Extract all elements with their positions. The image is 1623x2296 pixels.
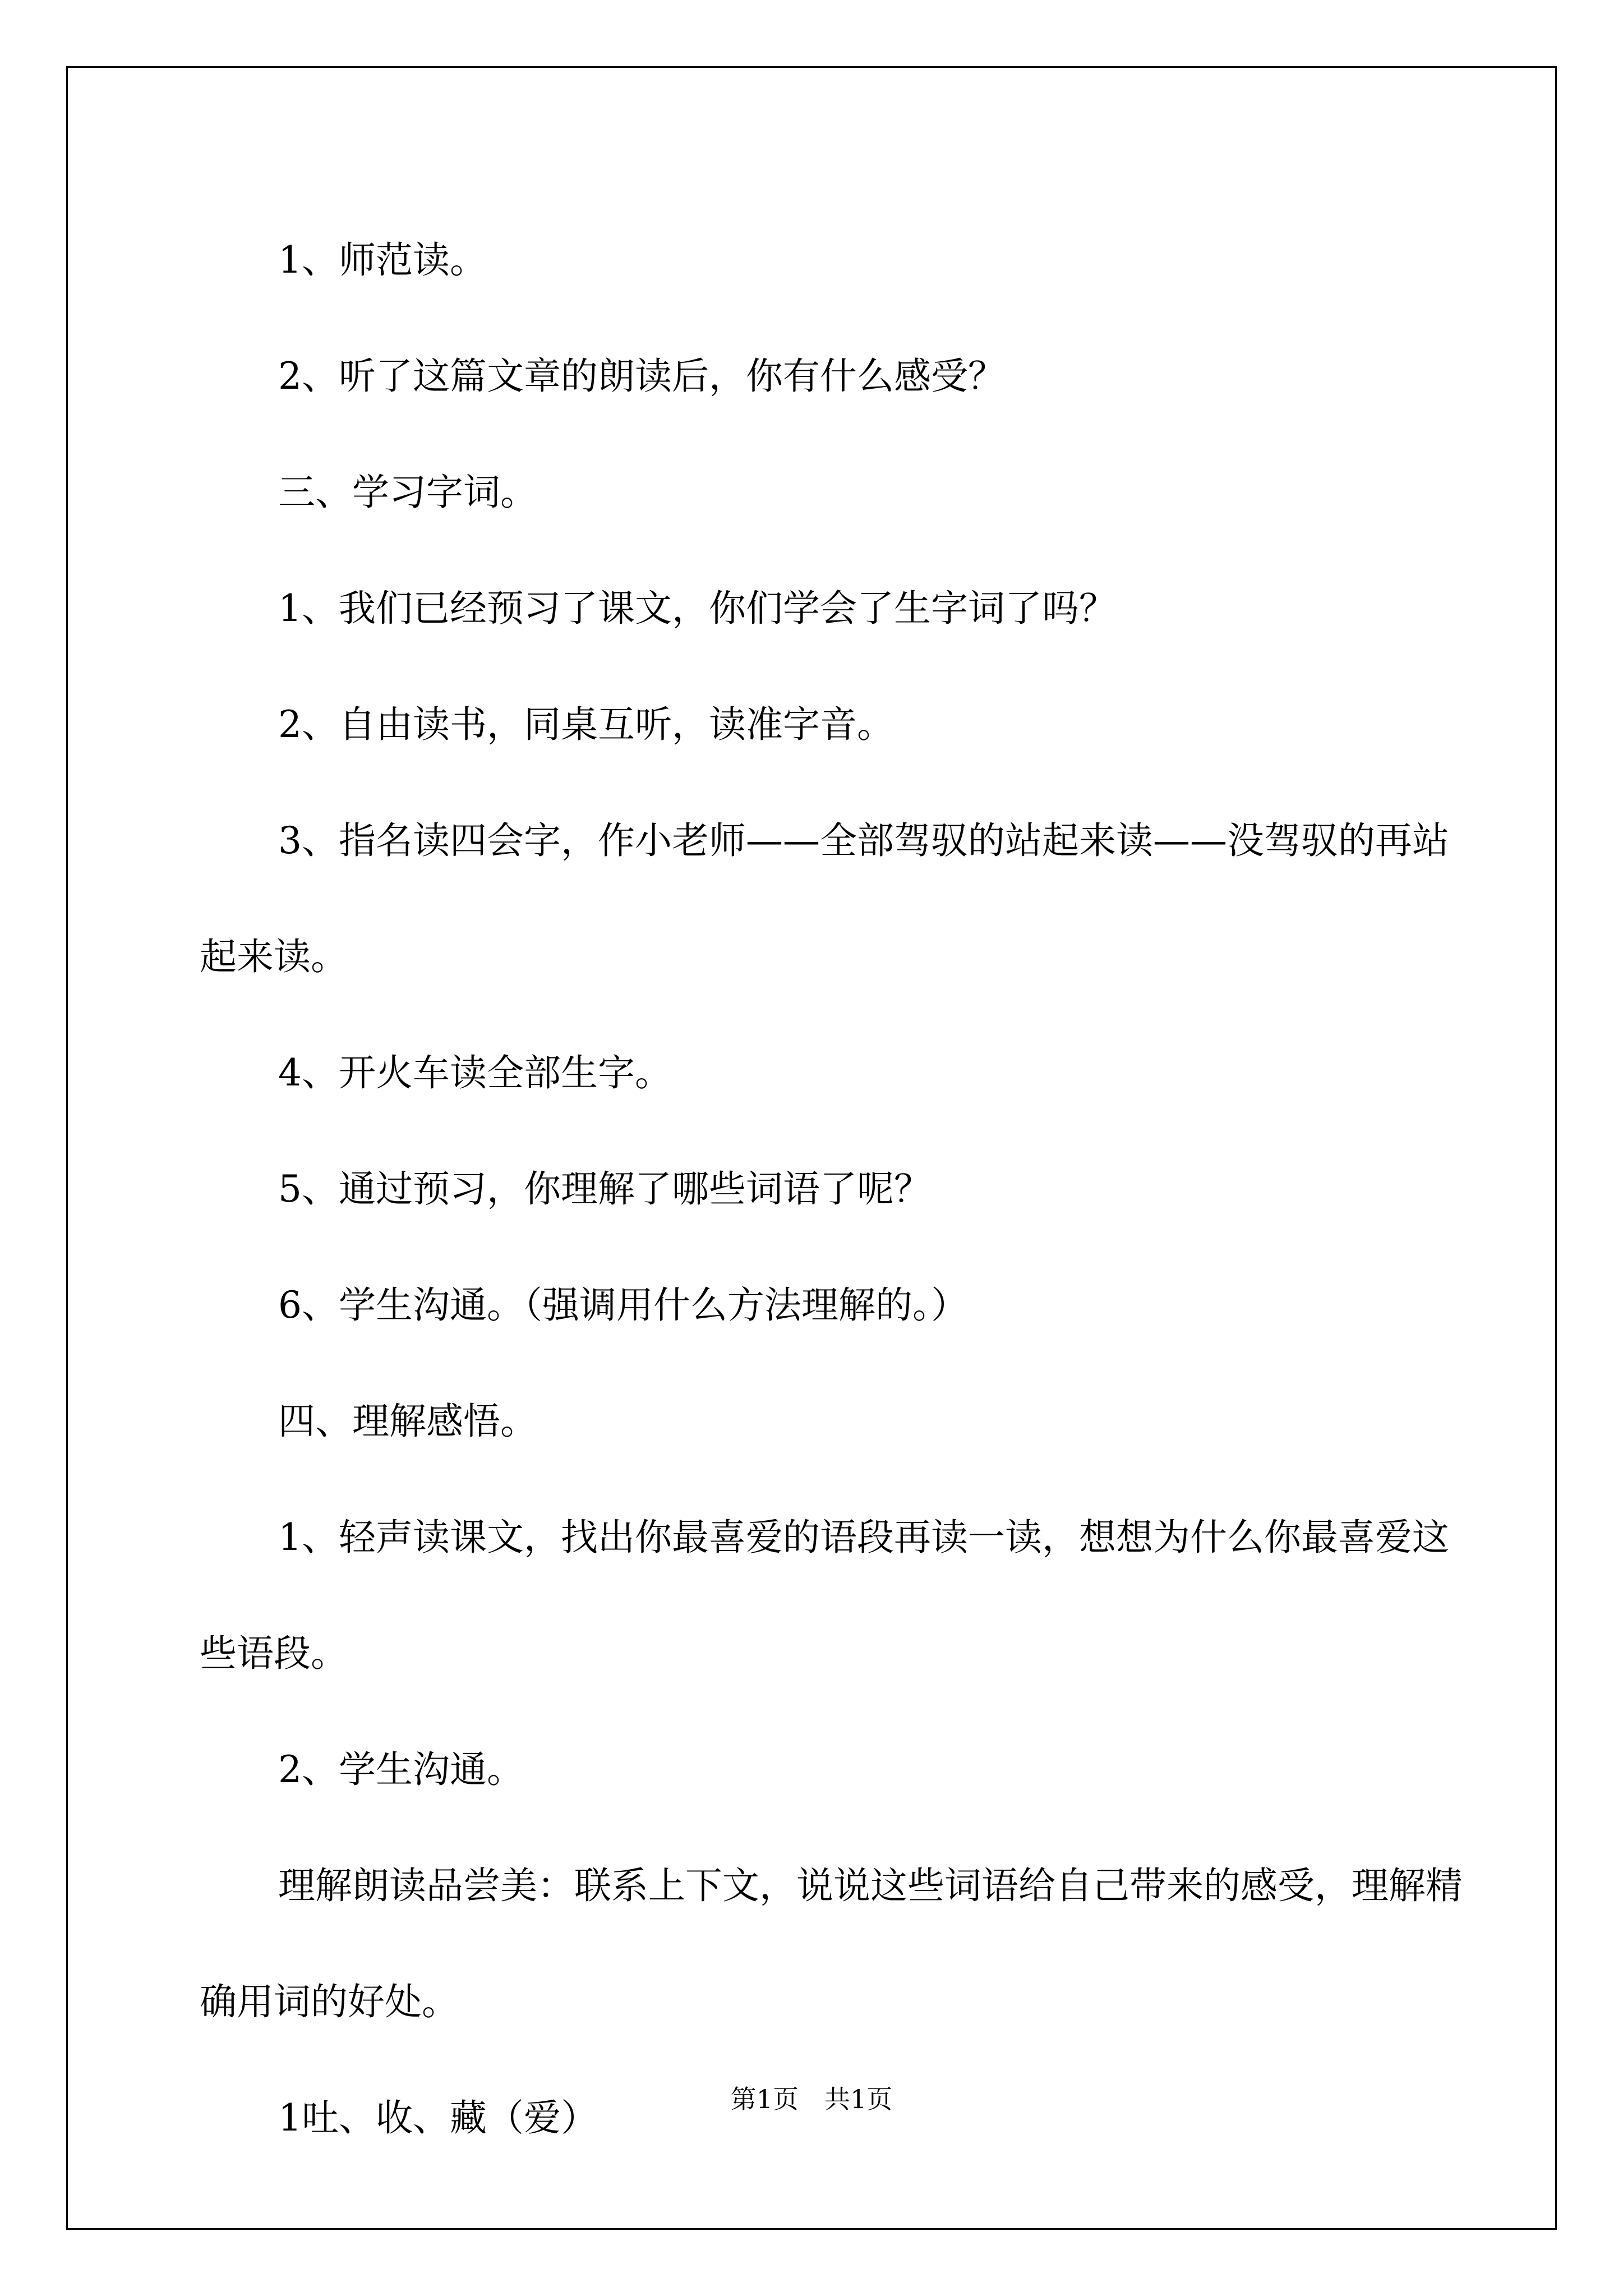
paragraph: 4、开火车读全部生字。 (278, 1051, 672, 1094)
page-footer: 第1页 共1页 (730, 2084, 893, 2114)
paragraph: 2、听了这篇文章的朗读后，你有什么感受？ (278, 355, 1005, 398)
document-body (200, 202, 1467, 2176)
paragraph: 1、我们已经预习了课文，你们学会了生字词了吗？ (278, 587, 1116, 630)
section-heading: 四、理解感悟。 (278, 1400, 537, 1443)
paragraph: 2、自由读书，同桌互听，读准字音。 (278, 703, 894, 746)
paragraph: 1、轻声读课文，找出你最喜爱的语段再读一读，想想为什么你最喜爱这些语段。 (200, 1516, 1449, 1675)
paragraph: 理解朗读品尝美：联系上下文，说说这些词语给自己带来的感受，理解精确用词的好处。 (200, 1864, 1463, 2023)
paragraph: 1、师范读。 (278, 238, 487, 282)
paragraph: 2、学生沟通。 (278, 1748, 524, 1791)
paragraph: 6、学生沟通。（强调用什么方法理解的。） (278, 1283, 968, 1327)
paragraph: 5、通过预习，你理解了哪些词语了呢？ (278, 1167, 931, 1211)
paragraph: 3、指名读四会字，作小老师——全部驾驭的站起来读——没驾驭的再站起来读。 (200, 819, 1449, 978)
paragraph: 1吐、收、藏（爱） (278, 2096, 598, 2139)
section-heading: 三、学习字词。 (278, 471, 537, 514)
